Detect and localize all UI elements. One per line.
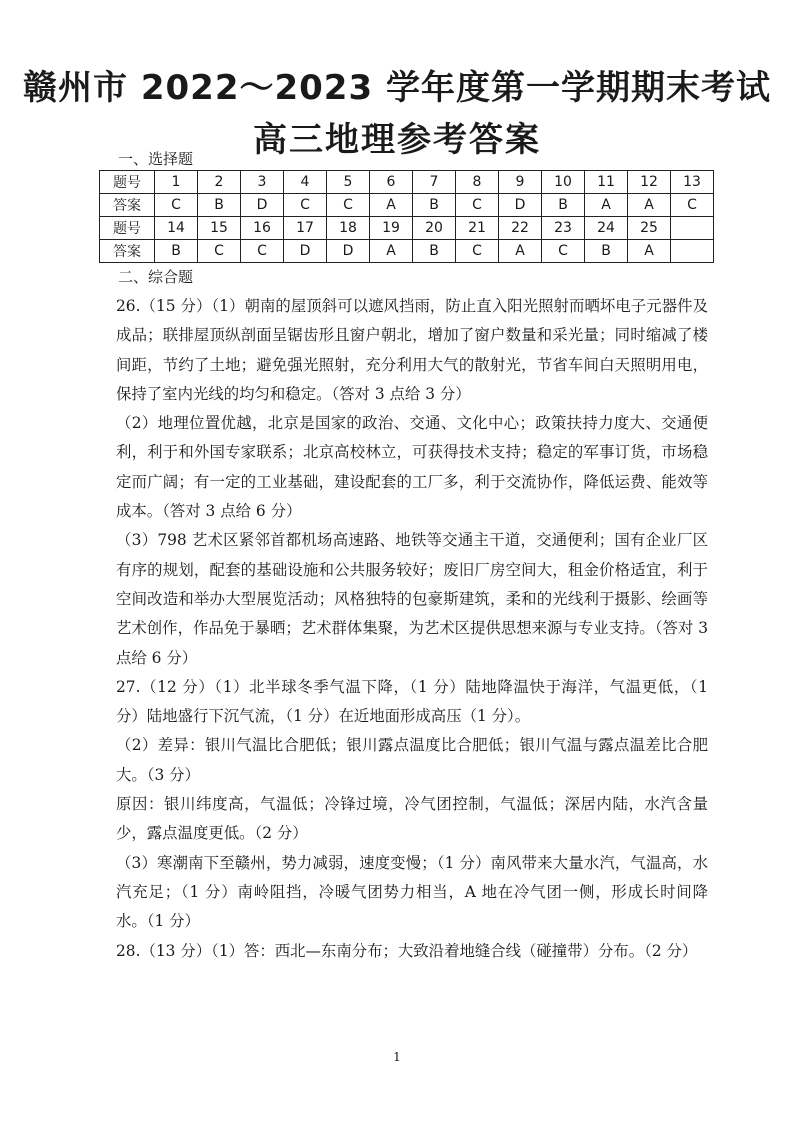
answer-paragraph: （2）差异：银川气温比合肥低；银川露点温度比合肥低；银川气温与露点温差比合肥大。（3 分） bbox=[116, 736, 708, 784]
table-cell: 23 bbox=[542, 217, 585, 240]
section-multiple-choice-heading: 一、选择题 bbox=[118, 150, 194, 168]
table-cell bbox=[671, 217, 714, 240]
question-number-row bbox=[100, 171, 714, 194]
table-cell: 6 bbox=[370, 171, 413, 194]
answer-table bbox=[99, 170, 714, 263]
table-cell: 10 bbox=[542, 171, 585, 194]
table-cell: A bbox=[585, 194, 628, 217]
table-cell: D bbox=[499, 194, 542, 217]
table-cell: 24 bbox=[585, 217, 628, 240]
table-cell: B bbox=[198, 194, 241, 217]
table-cell: A bbox=[628, 194, 671, 217]
answer-paragraph: 27.（12 分）（1）北半球冬季气温下降，（1 分）陆地降温快于海洋，气温更低，（1 分）陆地盛行下沉气流，（1 分）在近地面形成高压（1 分）。 bbox=[116, 677, 708, 726]
table-cell: A bbox=[370, 194, 413, 217]
table-cell: 5 bbox=[327, 171, 370, 194]
table-cell: B bbox=[413, 194, 456, 217]
exam-subtitle: 高三地理参考答案 bbox=[253, 120, 541, 160]
table-cell: B bbox=[155, 240, 198, 263]
table-cell: 21 bbox=[456, 217, 499, 240]
answer-paragraph: （3）寒潮南下至赣州，势力减弱，速度变慢；（1 分）南风带来大量水汽，气温高，水汽充足；（1 分）南岭阻挡，冷暖气团势力相当，A 地在冷气团一侧，形成长时间降水。（1 分） bbox=[116, 853, 708, 931]
table-cell: 11 bbox=[585, 171, 628, 194]
table-cell: C bbox=[241, 240, 284, 263]
section-comprehensive-heading: 二、综合题 bbox=[118, 268, 194, 286]
exam-title: 赣州市 2022～2023 学年度第一学期期末考试 bbox=[23, 68, 771, 108]
page-number: 1 bbox=[393, 1050, 401, 1064]
table-cell: 4 bbox=[284, 171, 327, 194]
table-cell: 15 bbox=[198, 217, 241, 240]
table-cell: B bbox=[413, 240, 456, 263]
answer-body bbox=[116, 292, 708, 966]
table-cell: C bbox=[327, 194, 370, 217]
table-cell: C bbox=[198, 240, 241, 263]
table-cell: 2 bbox=[198, 171, 241, 194]
table-cell: B bbox=[585, 240, 628, 263]
table-cell: C bbox=[542, 240, 585, 263]
table-cell: D bbox=[241, 194, 284, 217]
table-cell: C bbox=[671, 194, 714, 217]
answer-paragraph: （3）798 艺术区紧邻首都机场高速路、地铁等交通主干道，交通便利；国有企业厂区有序的规划，配套的基础设施和公共服务较好；废旧厂房空间大，租金价格适宜，利于空间改造和举办大型展览活动；风格独特的包豪斯建筑，柔和的光线利于摄影、绘画等艺术创作，作品免于暴晒；艺术群体集聚，为艺术区提供思想来源与专业支持。（答对 3 点给 6 分） bbox=[116, 531, 708, 667]
table-cell bbox=[671, 240, 714, 263]
table-cell: 14 bbox=[155, 217, 198, 240]
answer-paragraph: 28.（13 分）（1）答：西北—东南分布；大致沿着地缝合线（碰撞带）分布。（2 分） bbox=[116, 941, 698, 960]
question-number-row-label: 题号 bbox=[100, 171, 155, 194]
table-cell: 3 bbox=[241, 171, 284, 194]
table-cell: 22 bbox=[499, 217, 542, 240]
table-cell: 25 bbox=[628, 217, 671, 240]
table-cell: 12 bbox=[628, 171, 671, 194]
answer-row-label: 答案 bbox=[100, 240, 155, 263]
table-cell: C bbox=[456, 240, 499, 263]
table-cell: 18 bbox=[327, 217, 370, 240]
table-cell: D bbox=[284, 240, 327, 263]
table-cell: 9 bbox=[499, 171, 542, 194]
table-cell: 19 bbox=[370, 217, 413, 240]
table-cell: 7 bbox=[413, 171, 456, 194]
table-cell: A bbox=[499, 240, 542, 263]
table-cell: C bbox=[456, 194, 499, 217]
table-cell: 20 bbox=[413, 217, 456, 240]
table-cell: C bbox=[284, 194, 327, 217]
answer-row bbox=[100, 194, 714, 217]
answer-paragraph: 原因：银川纬度高，气温低；冷锋过境，冷气团控制，气温低；深居内陆，水汽含量少，露点温度更低。（2 分） bbox=[116, 795, 708, 843]
question-number-row-label: 题号 bbox=[100, 217, 155, 240]
table-cell: 17 bbox=[284, 217, 327, 240]
table-cell: A bbox=[370, 240, 413, 263]
answer-row bbox=[100, 240, 714, 263]
table-cell: 13 bbox=[671, 171, 714, 194]
answer-paragraph: （2）地理位置优越，北京是国家的政治、交通、文化中心；政策扶持力度大、交通便利，利于和外国专家联系；北京高校林立，可获得技术支持；稳定的军事订货，市场稳定而广阔；有一定的工业基础，建设配套的工厂多，利于交流协作，降低运费、能效等成本。（答对 3 点给 6 分） bbox=[116, 414, 708, 521]
answer-row-label: 答案 bbox=[100, 194, 155, 217]
table-cell: B bbox=[542, 194, 585, 217]
answer-paragraph: 26.（15 分）（1）朝南的屋顶斜可以遮风挡雨，防止直入阳光照射而晒坏电子元器件及成品；联排屋顶纵剖面呈锯齿形且窗户朝北，增加了窗户数量和采光量；同时缩减了楼间距，节约了土地；避免强光照射，充分利用大气的散射光，节省车间白天照明用电，保持了室内光线的均匀和稳定。（答对 3 点给 3 分） bbox=[116, 297, 708, 403]
table-cell: 16 bbox=[241, 217, 284, 240]
table-cell: 8 bbox=[456, 171, 499, 194]
table-cell: D bbox=[327, 240, 370, 263]
question-number-row bbox=[100, 217, 714, 240]
table-cell: A bbox=[628, 240, 671, 263]
table-cell: C bbox=[155, 194, 198, 217]
table-cell: 1 bbox=[155, 171, 198, 194]
